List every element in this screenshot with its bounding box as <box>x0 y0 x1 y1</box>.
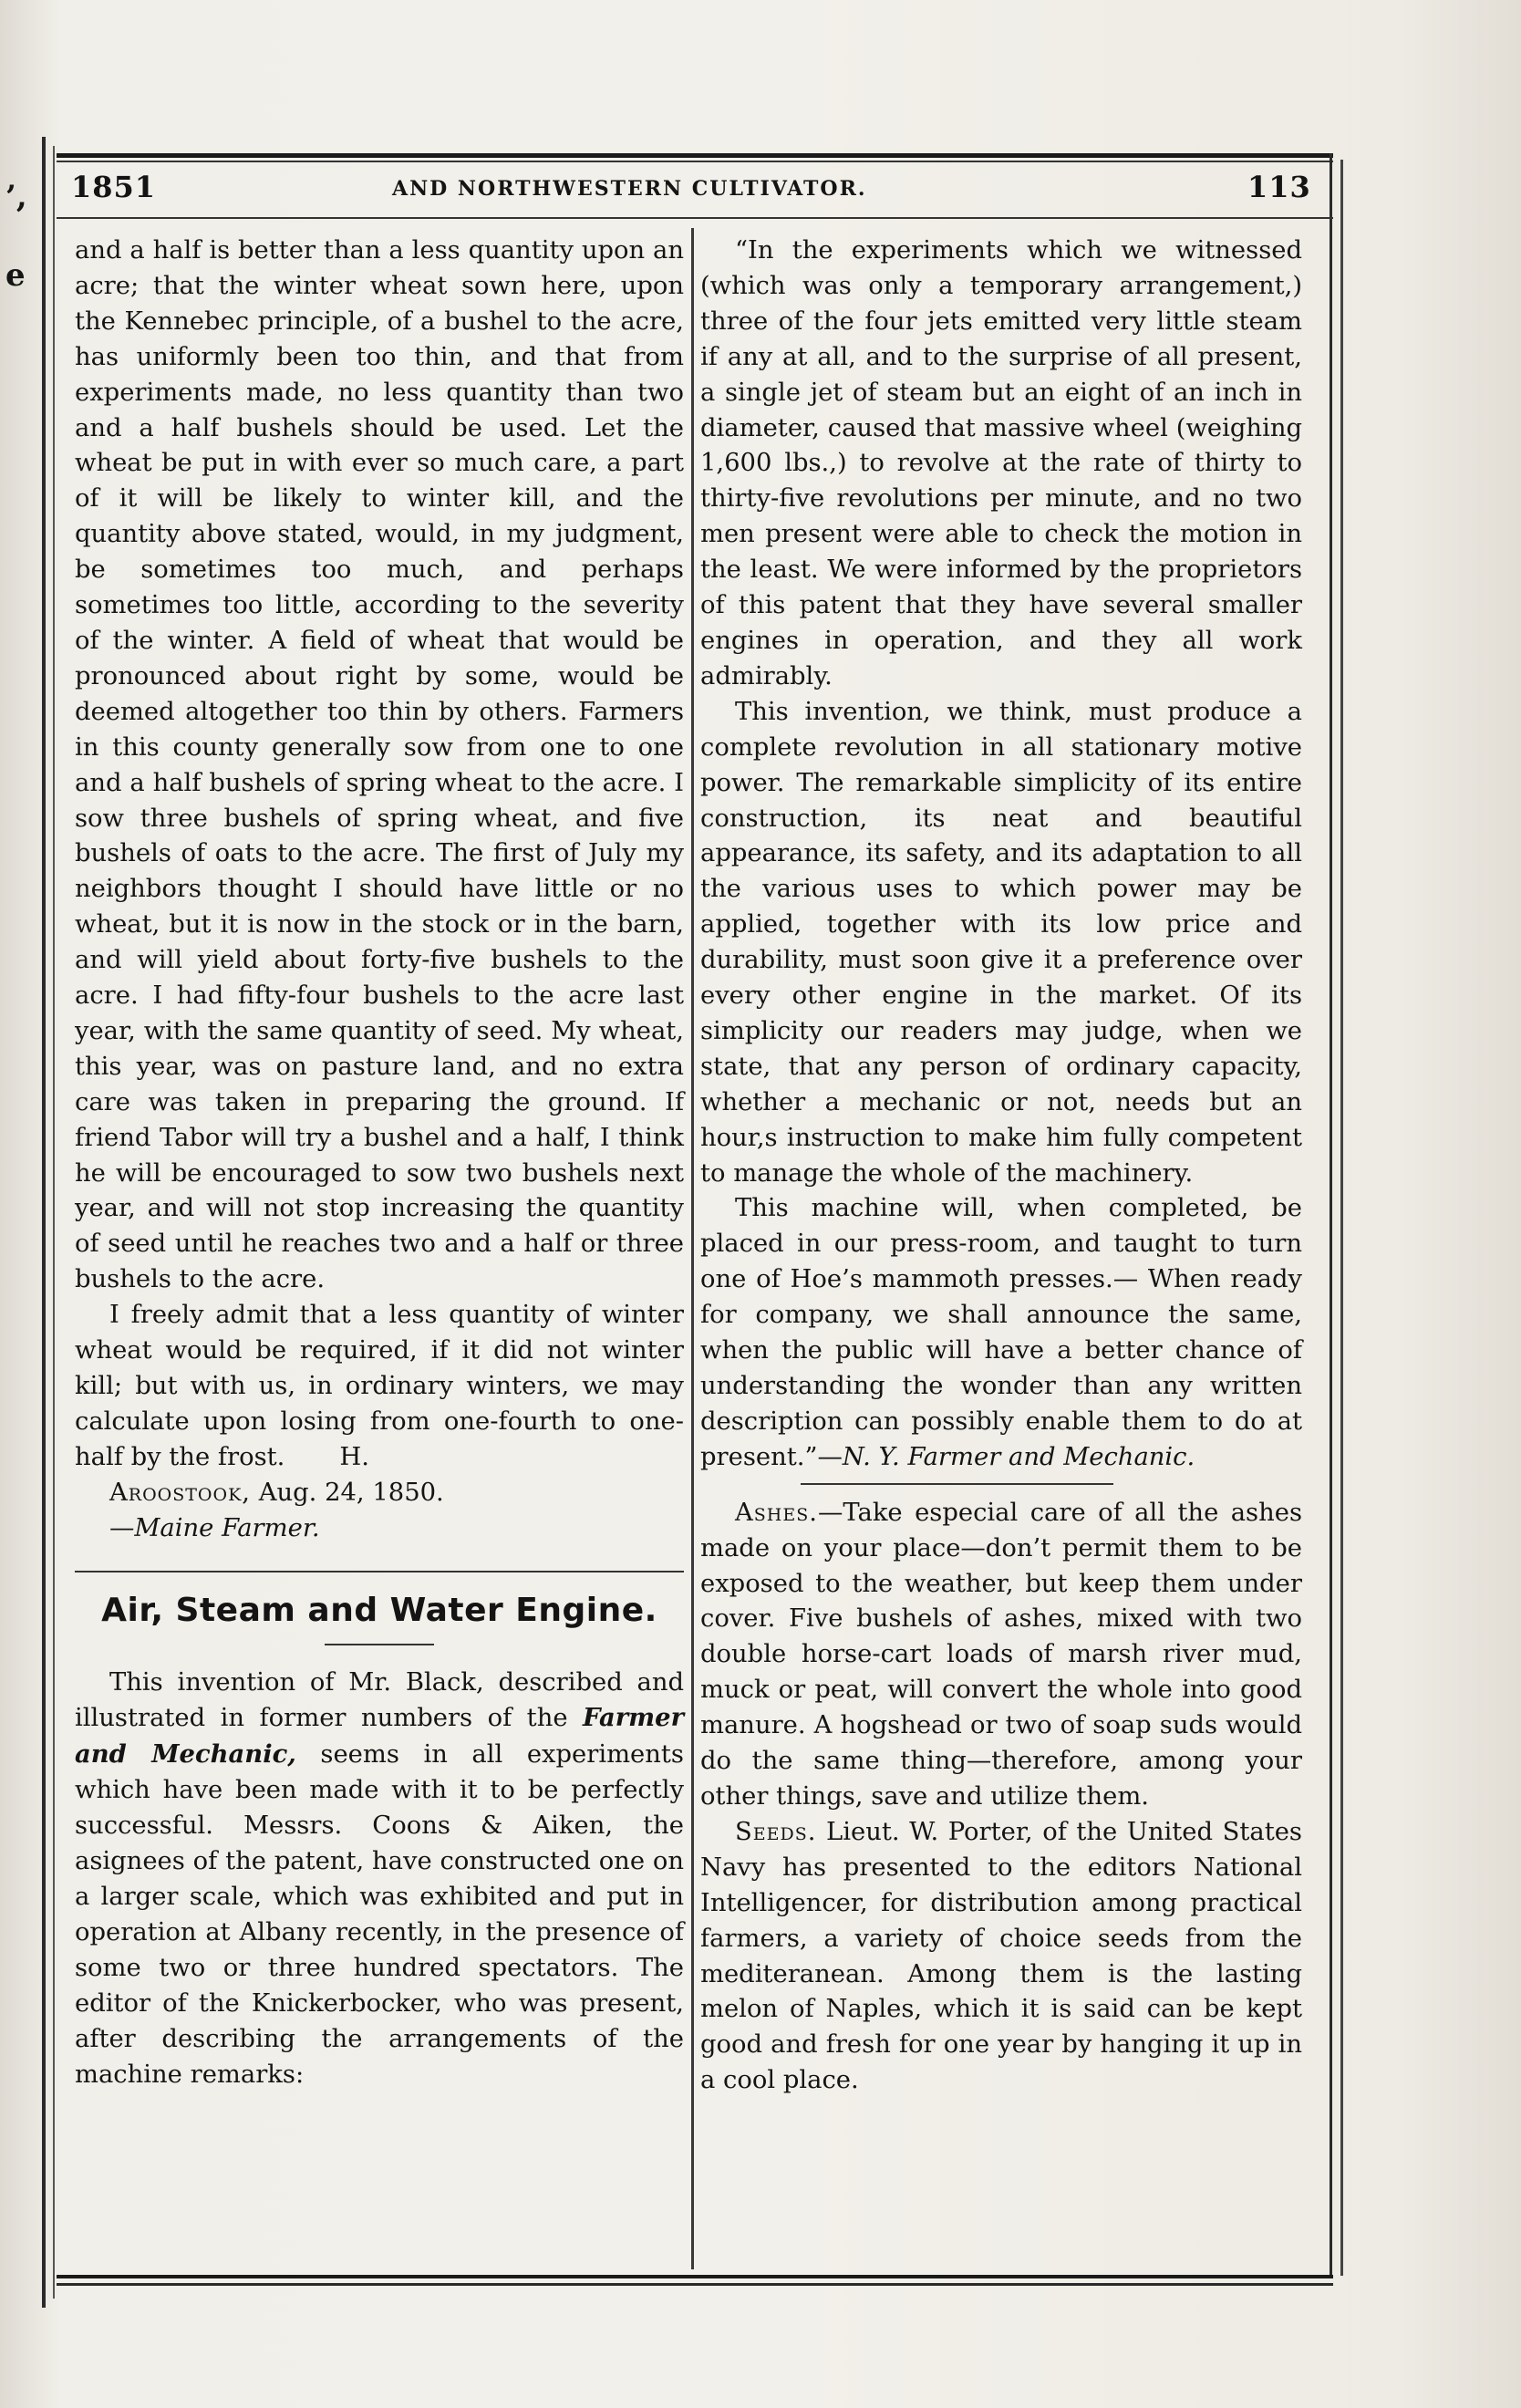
paragraph-text: This invention of Mr. Black, described and illustrated in former numbers of the <box>75 1667 684 1733</box>
running-head: AND NORTHWESTERN CULTIVATOR. <box>392 177 867 201</box>
header-rule <box>57 217 1333 219</box>
article-paragraph <box>700 1191 1302 1475</box>
article-paragraph <box>700 1815 1302 2099</box>
source-credit: —Maine Farmer. <box>109 1513 320 1542</box>
paragraph-text: Lieut. W. Porter, of the United States Navy has presented to the editors National Intelligencer, for distribution among practical farmers, a variety of choice seeds from the mediteranean. Among them is the lasting melon of Naples, which it is said can be kept good and fresh for one year by hanging it up in a cool place. <box>700 1817 1302 2095</box>
paragraph-text: seems in all experiments which have been made with it to be perfectly successful. Messrs. Coons & Aiken, the asignees of the patent, have constructed one on a larger scale, which was exhibited and put in operation at Albany recently, in the presence of some two or three hundred spectators. The editor of the Knickerbocker, who was present, after describing the arrangements of the machine remarks: <box>75 1740 684 2089</box>
item-label: Ashes. <box>735 1498 818 1527</box>
separator-rule <box>801 1483 1113 1485</box>
top-rule <box>57 153 1333 158</box>
dateline-date: Aug. 24, 1850. <box>258 1478 444 1507</box>
paragraph-text: I freely admit that a less quantity of winter wheat would be required, if it did not winter kill; but with us, in ordinary winters, we may calculate upon losing from one-fourth to one-half by the frost. <box>75 1301 684 1471</box>
article-paragraph: and a half is better than a less quantity upon an acre; that the winter wheat sown here, upon the Kennebec principle, of a bushel to the acre, has uniformly been too thin, and that from experiments made, no less quantity than two and a half bushels should be used. Let the wheat be put in with ever so much care, a part of it will be likely to winter kill, and the quantity above stated, would, in my judgment, be sometimes too much, and perhaps sometimes too little, according to the severity of the winter. A field of wheat that would be pronounced about right by some, would be deemed altogether too thin by others. Farmers in this county generally sow from one to one and a half bushels of spring wheat to the acre. I sow three bushels of spring wheat, and five bushels of oats to the acre. The first of July my neighbors thought I should have little or no wheat, but it is now in the stock or in the barn, and will yield about forty-five bushels to the acre. I had fifty-four bushels to the acre last year, with the same quantity of seed. My wheat, this year, was on pasture land, and no extra care was taken in preparing the ground. If friend Tabor will try a bushel and a half, I think he will be encouraged to sow two bushels next year, and will not stop increasing the quantity of seed until he reaches two and a half or three bushels to the acre. <box>75 236 684 1294</box>
binding-edge-line <box>42 137 46 2308</box>
right-column <box>700 234 1302 2099</box>
article-paragraph: This invention, we think, must produce a complete revolution in all stationary motive power. The remarkable simplicity of its entire construction, its neat and beautiful appearance, its safety, and its adaptation to all the various uses to which power may be applied, together with its low price and durability, must soon give it a preference over every other engine in the market. Of its simplicity our readers may judge, when we state, that any person of ordinary capacity, whether a mechanic or not, needs but an hour,s instruction to make him fully competent to manage the whole of the machinery. <box>700 697 1302 1188</box>
column-divider <box>691 228 694 2269</box>
page-number: 113 <box>1247 170 1311 204</box>
binding-edge-line-inner <box>53 146 55 2299</box>
article-paragraph: “In the experiments which we witnessed (which was only a temporary arrangement,) three of the four jets emitted very little steam if any at all, and to the surprise of all present, a single jet of steam but an eight of an inch in diameter, caused that massive wheel (weighing 1,600 lbs.,) to revolve at the rate of thirty to thirty-five revolutions per minute, and no two men present were able to check the motion in the least. We were informed by the proprietors of this patent that they have several smaller engines in operation, and they all work admirably. <box>700 236 1302 690</box>
headline: Air, Steam and Water Engine. <box>101 1591 657 1629</box>
right-border-outer <box>1340 160 1343 2276</box>
signature: H. <box>339 1442 369 1471</box>
separator-rule <box>75 1571 684 1572</box>
right-border <box>1330 153 1332 2278</box>
article-paragraph <box>75 1666 684 2093</box>
dateline-place: Aroostook, <box>109 1478 251 1507</box>
source-credit: N. Y. Farmer and Mechanic. <box>842 1442 1195 1471</box>
bottom-rule-thick <box>57 2283 1333 2286</box>
paragraph-text: —Take especial care of all the ashes made on your place—don’t permit them to be exposed to the weather, but keep them under cover. Five bushels of ashes, mixed with two double horse-cart loads of marsh river mud, muck or peat, will convert the whole into good manure. A hogshead or two of soap suds would do the same thing—therefore, among your other things, save and utilize them. <box>700 1498 1302 1811</box>
margin-mark: e <box>5 257 26 294</box>
article-paragraph <box>75 1298 684 1476</box>
bottom-rule <box>57 2275 1333 2278</box>
item-label: Seeds. <box>735 1817 817 1846</box>
header-year: 1851 <box>71 170 157 204</box>
dateline <box>75 1476 684 1511</box>
top-rule-thin <box>57 161 1333 162</box>
margin-mark: ’, <box>5 179 27 215</box>
left-column <box>75 234 684 2092</box>
article-paragraph <box>700 1496 1302 1815</box>
italic-title: Farmer and Mechanic, <box>75 1703 684 1770</box>
paragraph-text: This machine will, when completed, be placed in our press-room, and taught to turn one of Hoe’s mammoth presses.— When ready for company, we shall announce the same, when the public will have a better chance of understanding the wonder than any written description can possibly enable them to do at present.”— <box>700 1194 1302 1471</box>
headline-rule <box>325 1644 434 1645</box>
